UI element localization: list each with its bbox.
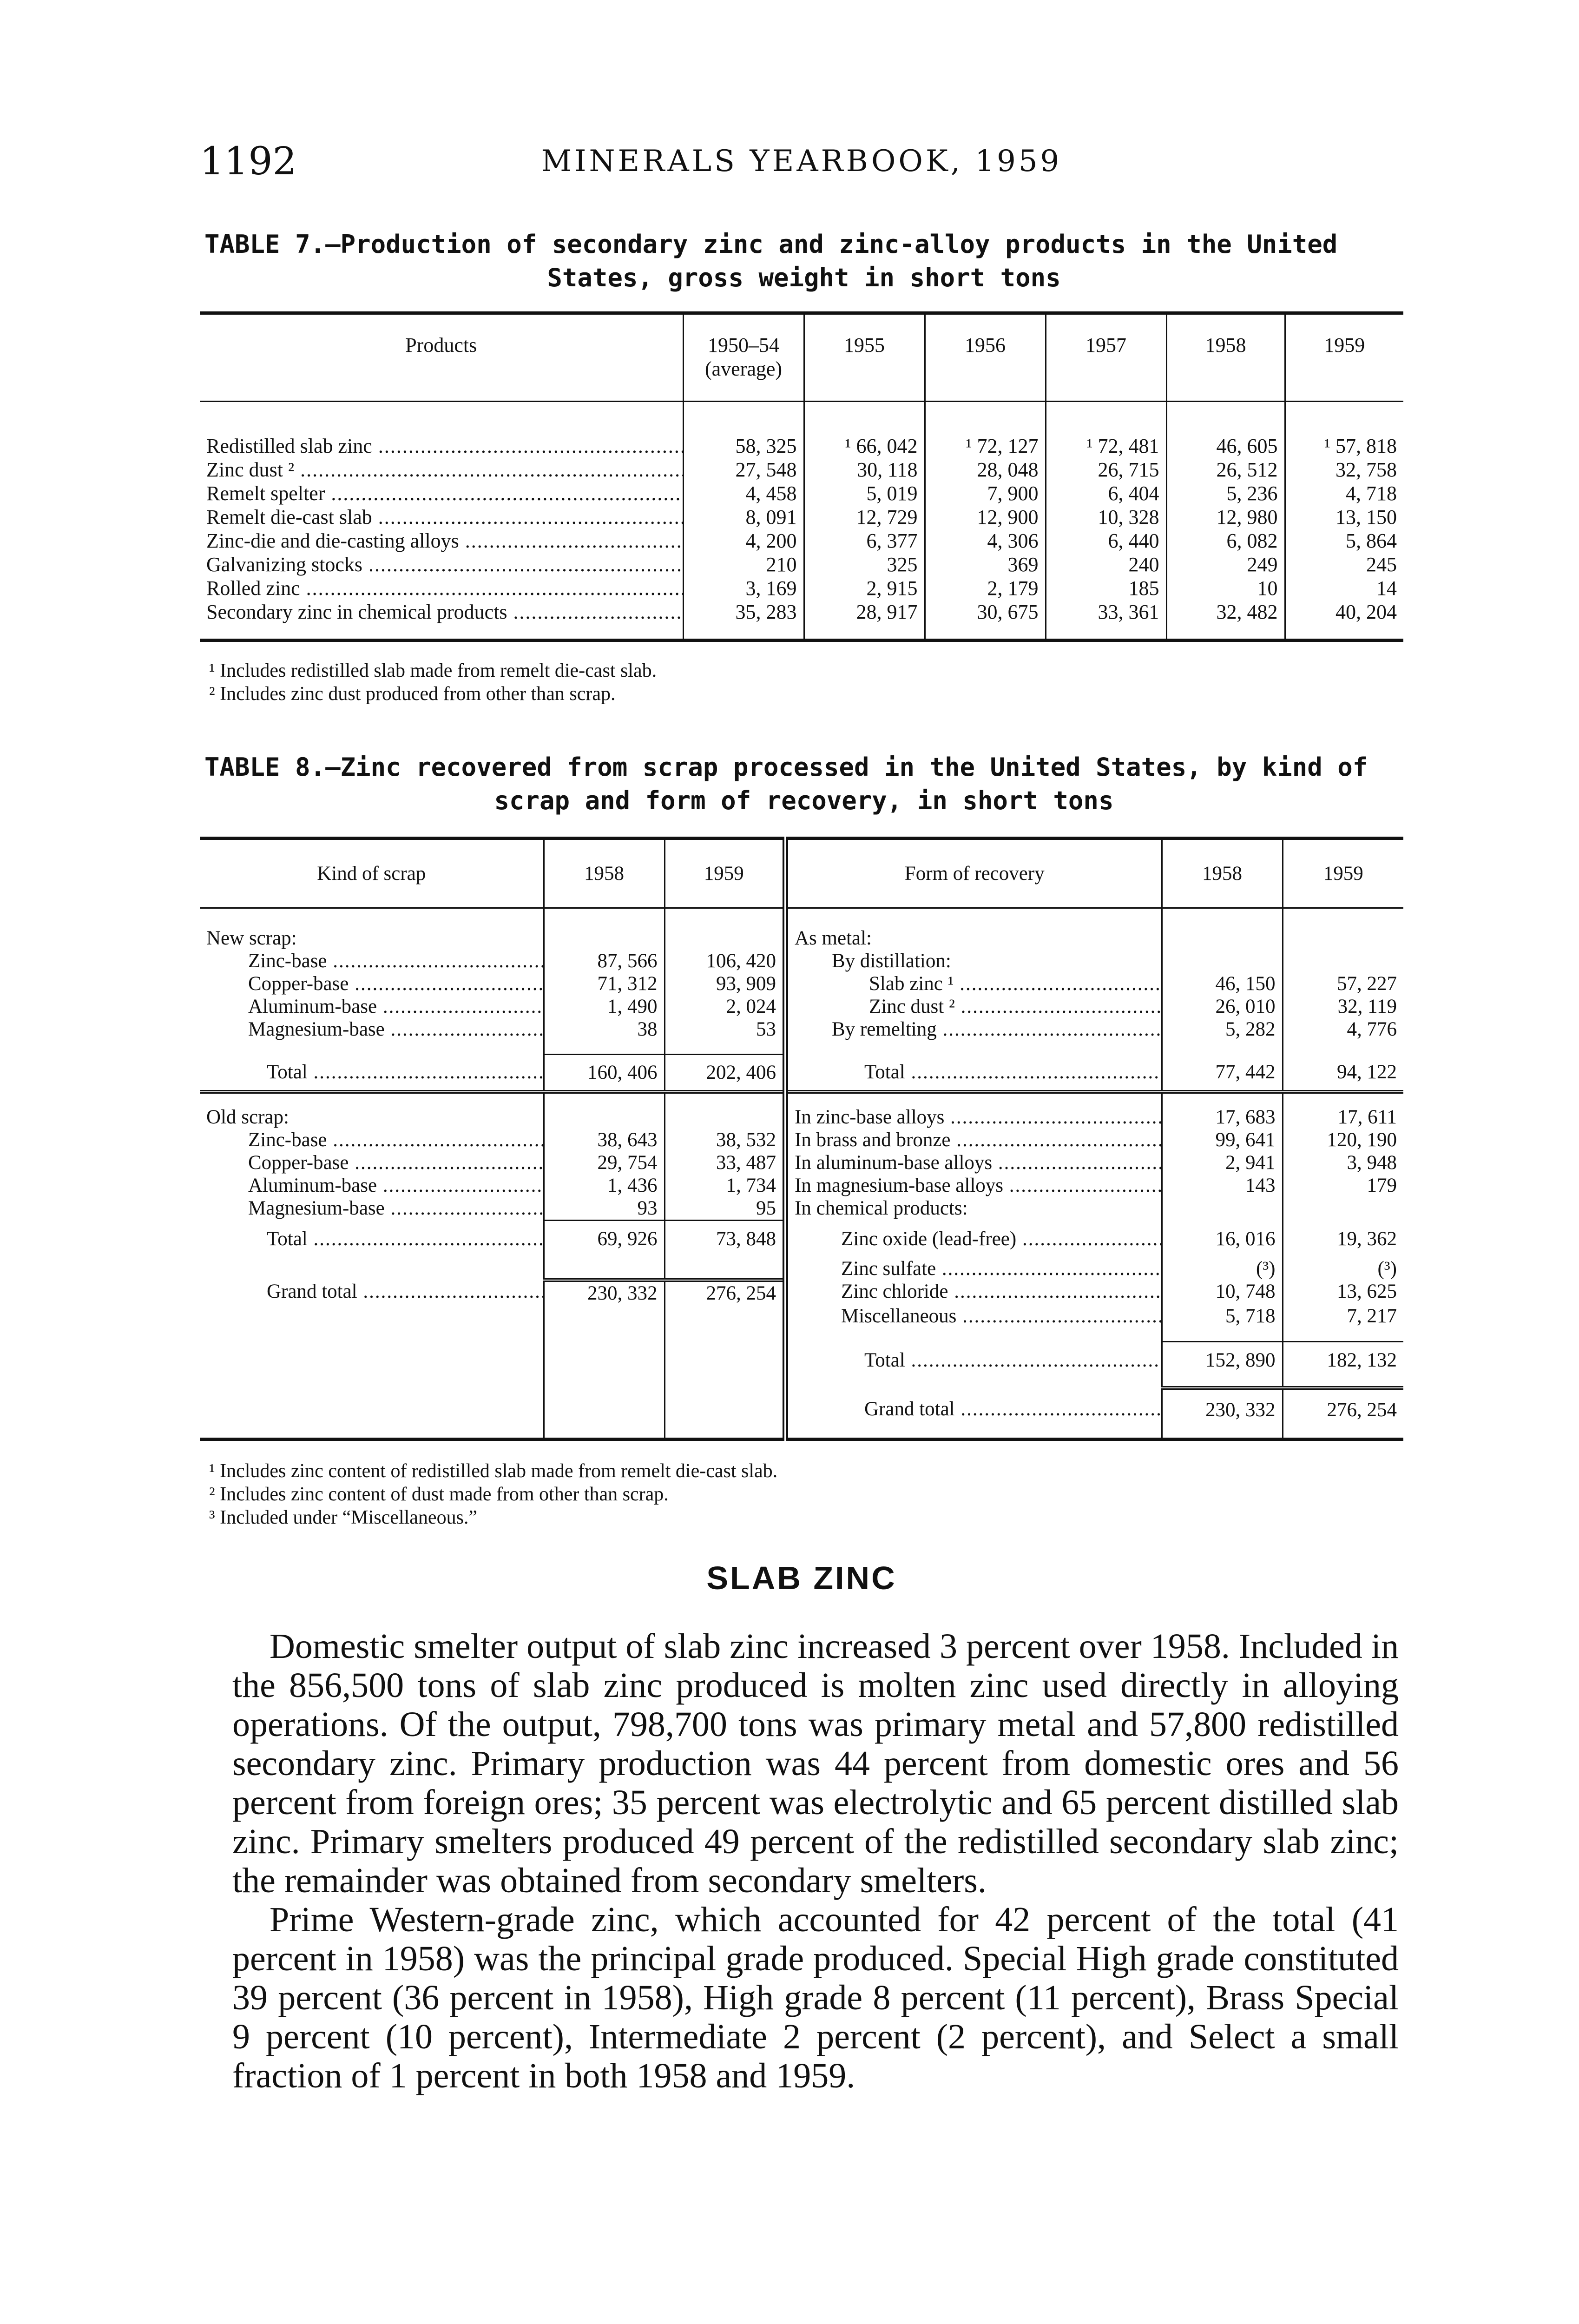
section-heading: SLAB ZINC (706, 1560, 897, 1596)
table8-right-label-text: By distillation: (832, 950, 951, 972)
table8-right-label (785, 1220, 1162, 1257)
table8-left-1958: 69, 926 (544, 1220, 664, 1257)
table7-row (200, 600, 1403, 624)
table7-cell: 2, 179 (925, 576, 1046, 600)
table8-wrapper (200, 837, 1403, 1441)
table8-right-label-text: Total (864, 1061, 905, 1083)
table7-cell: 8, 091 (683, 505, 804, 529)
table8-left-1959: 2, 024 (664, 995, 785, 1018)
table7-caption (204, 228, 1403, 295)
table7-row-label: Remelt die-cast slab ..... (200, 505, 683, 529)
table8-row (200, 995, 1403, 1018)
table8-right-label (785, 1388, 1162, 1430)
table8-right-1959: 4, 776 (1283, 1018, 1403, 1041)
table7-cell: 249 (1166, 553, 1285, 576)
table8-row (200, 1379, 1403, 1388)
table8-right-1958: 26, 010 (1162, 995, 1283, 1018)
table8-left-label (200, 1220, 544, 1257)
table8-right-1958: 5, 718 (1162, 1305, 1283, 1327)
table7-row-label: Remelt spelter ..... (200, 482, 683, 505)
table7-body (200, 434, 1403, 624)
table8-right-label (785, 1174, 1162, 1197)
table8-row (200, 972, 1403, 995)
table7-caption-line2: States, gross weight in short tons (547, 263, 1061, 292)
table8-right-1959: (³) (1283, 1257, 1403, 1280)
table8-right-label (785, 927, 1162, 950)
table7-cell: 32, 758 (1285, 458, 1403, 482)
table8-col-left-1958: 1958 (544, 838, 664, 908)
table8-right-1959: 17, 611 (1283, 1106, 1403, 1129)
table8-left-label-text: Copper-base (248, 1151, 349, 1174)
table8-right-1959: 120, 190 (1283, 1129, 1403, 1151)
table8-row (200, 1092, 1403, 1106)
table7-cell: 30, 118 (804, 458, 925, 482)
table7-col-average: 1950–54 (average) (683, 313, 804, 402)
table8-left-1959: 1, 734 (664, 1174, 785, 1197)
table7-cell: 5, 236 (1166, 482, 1285, 505)
table8-footnotes (209, 1459, 1371, 1529)
table8-left-1958: 230, 332 (544, 1280, 664, 1305)
table8-left-label-text: Grand total (267, 1281, 357, 1302)
table7-cell: 58, 325 (683, 434, 804, 458)
table8-left-1959: 73, 848 (664, 1220, 785, 1257)
table7-cell: 28, 917 (804, 600, 925, 624)
table7-cell: 46, 605 (1166, 434, 1285, 458)
table8-header-row (200, 838, 1403, 908)
table8-right-label-text: In brass and bronze (795, 1129, 951, 1151)
table8-right-label (785, 1018, 1162, 1041)
table7-col-1955: 1955 (804, 313, 925, 402)
table8-left-label (200, 1174, 544, 1197)
table8-left-1958: 160, 406 (544, 1055, 664, 1092)
table7-caption-line1: TABLE 7.—Production of secondary zinc and zinc-alloy products in the United (204, 230, 1338, 259)
table7-cell: ¹ 72, 481 (1046, 434, 1166, 458)
table7-row-label: Secondary zinc in chemical products ..... (200, 600, 683, 624)
table7-footnotes (209, 659, 1371, 706)
table8-row (200, 1305, 1403, 1327)
table7-row (200, 505, 1403, 529)
table8-left-label (200, 1280, 544, 1305)
table8-col-form: Form of recovery (785, 838, 1162, 908)
table8-footnote-2: ² Includes zinc content of dust made from other than scrap. (209, 1484, 669, 1505)
table8 (200, 837, 1403, 1441)
table7-row (200, 576, 1403, 600)
table8-right-1959: 179 (1283, 1174, 1403, 1197)
table7-col-1959: 1959 (1285, 313, 1403, 402)
table7-cell: 7, 900 (925, 482, 1046, 505)
table8-row (200, 1129, 1403, 1151)
table8-caption (204, 751, 1403, 818)
table7-cell: 28, 048 (925, 458, 1046, 482)
table7-footnote-2: ² Includes zinc dust produced from other than scrap. (209, 683, 616, 705)
table8-right-1959: 3, 948 (1283, 1151, 1403, 1174)
table8-right-label-text: In magnesium-base alloys (795, 1174, 1004, 1196)
table8-left-1958: 71, 312 (544, 972, 664, 995)
table8-right-1959: 7, 217 (1283, 1305, 1403, 1327)
table8-left-1958: 1, 436 (544, 1174, 664, 1197)
running-title: MINERALS YEARBOOK, 1959 (541, 144, 1062, 178)
table7-header-row (200, 313, 1403, 402)
table7-wrapper (200, 311, 1403, 642)
table8-right-label-text: Slab zinc ¹ (869, 972, 954, 995)
table8-right-label-text: By remelting (832, 1018, 937, 1040)
table7-cell: 325 (804, 553, 925, 576)
table7-cell: 10 (1166, 576, 1285, 600)
table8-right-1958: 17, 683 (1162, 1106, 1283, 1129)
table8-right-1958: 2, 941 (1162, 1151, 1283, 1174)
table7-row (200, 434, 1403, 458)
table8-right-1958: 152, 890 (1162, 1341, 1283, 1379)
table8-right-1959: 13, 625 (1283, 1280, 1403, 1305)
table7-cell: 35, 283 (683, 600, 804, 624)
table8-right-label (785, 1305, 1162, 1327)
table7-cell: 13, 150 (1285, 505, 1403, 529)
table7-cell: 26, 512 (1166, 458, 1285, 482)
table7-cell: 10, 328 (1046, 505, 1166, 529)
table8-left-1959: 106, 420 (664, 950, 785, 972)
table7 (200, 311, 1403, 642)
table8-right-1959: 276, 254 (1283, 1388, 1403, 1430)
table8-col-right-1958: 1958 (1162, 838, 1283, 908)
table8-right-1958: 10, 748 (1162, 1280, 1283, 1305)
table8-left-1959: 93, 909 (664, 972, 785, 995)
table8-right-label (785, 950, 1162, 972)
table7-cell: 245 (1285, 553, 1403, 576)
table7-cell: 185 (1046, 576, 1166, 600)
table8-row (200, 1197, 1403, 1221)
table7-cell: 6, 440 (1046, 529, 1166, 553)
table7-cell: 33, 361 (1046, 600, 1166, 624)
table8-left-1959: 33, 487 (664, 1151, 785, 1174)
table7-row (200, 482, 1403, 505)
table8-right-label-text: Grand total (864, 1398, 955, 1420)
table8-right-1958: 5, 282 (1162, 1018, 1283, 1041)
table8-right-1959: 94, 122 (1283, 1055, 1403, 1092)
table8-right-1959: 57, 227 (1283, 972, 1403, 995)
table8-right-label-text: Zinc sulfate (841, 1258, 936, 1280)
table8-left-1959: 95 (664, 1197, 785, 1221)
table7-cell: 3, 169 (683, 576, 804, 600)
table8-left-label (200, 972, 544, 995)
table8-right-label-text: In zinc-base alloys (795, 1106, 945, 1128)
table8-footnote-3: ³ Included under “Miscellaneous.” (209, 1507, 478, 1528)
table7-cell: 40, 204 (1285, 600, 1403, 624)
table8-right-label-text: In aluminum-base alloys (795, 1151, 993, 1174)
table7-cell: 6, 082 (1166, 529, 1285, 553)
table7-cell: 32, 482 (1166, 600, 1285, 624)
table8-right-label (785, 1055, 1162, 1092)
table8-left-label-text: Aluminum-base (248, 1174, 377, 1196)
table8-left-1959: 202, 406 (664, 1055, 785, 1092)
table7-row (200, 553, 1403, 576)
table8-right-1958: 16, 016 (1162, 1220, 1283, 1257)
table7-row-label: Galvanizing stocks ..... (200, 553, 683, 576)
table8-right-1959: 182, 132 (1283, 1341, 1403, 1379)
table8-right-label (785, 1257, 1162, 1280)
table8-right-label (785, 995, 1162, 1018)
table8-row (200, 908, 1403, 927)
table8-row (200, 927, 1403, 950)
table8-right-1959: 19, 362 (1283, 1220, 1403, 1257)
table8-right-label (785, 972, 1162, 995)
table8-left-label-text: New scrap: (206, 927, 297, 949)
table8-row (200, 1327, 1403, 1341)
table8-row (200, 1280, 1403, 1305)
table8-left-label-text: Zinc-base (248, 950, 327, 972)
table8-left-label (200, 995, 544, 1018)
table8-col-kind: Kind of scrap (200, 838, 544, 908)
table7-cell: 5, 019 (804, 482, 925, 505)
table8-left-1958: 1, 490 (544, 995, 664, 1018)
table8-left-label (200, 1197, 544, 1221)
table7-cell: 6, 377 (804, 529, 925, 553)
table7-cell: 4, 306 (925, 529, 1046, 553)
table8-right-1958: 77, 442 (1162, 1055, 1283, 1092)
table8-left-label-text: Total (267, 1228, 308, 1250)
table8-left-label (200, 927, 544, 950)
table8-right-label (785, 1280, 1162, 1305)
table8-col-right-1959: 1959 (1283, 838, 1403, 908)
table7-col-1957: 1957 (1046, 313, 1166, 402)
table8-right-label-text: Zinc oxide (lead-free) (841, 1228, 1017, 1250)
table7-col-1958: 1958 (1166, 313, 1285, 402)
paragraph-1: Domestic smelter output of slab zinc increased 3 percent over 1958. Included in the 856,500 tons of slab zinc produced is molten zinc used directly in alloying operations. Of the output, 798,700 tons was primary metal and 57,800 redistilled secondary zinc. Primary production was 44 percent from domestic ores and 56 percent from foreign ores; 35 percent was electrolytic and 65 percent distilled slab zinc. Primary smelters produced 49 percent of the redistilled secondary slab zinc; the remainder was obtained from secondary smelters. (232, 1627, 1399, 1900)
table8-left-1958: 29, 754 (544, 1151, 664, 1174)
table7-cell: 4, 718 (1285, 482, 1403, 505)
table8-left-1958: 38 (544, 1018, 664, 1041)
table8-right-1959: 32, 119 (1283, 995, 1403, 1018)
table8-right-label-text: Zinc dust ² (869, 995, 955, 1017)
table8-right-label (785, 1106, 1162, 1129)
table7-cell: 14 (1285, 576, 1403, 600)
table7-cell: 12, 980 (1166, 505, 1285, 529)
table8-row (200, 1106, 1403, 1129)
table7-cell: 6, 404 (1046, 482, 1166, 505)
table8-row (200, 1220, 1403, 1257)
table7-col-1956: 1956 (925, 313, 1046, 402)
table7-cell: 4, 200 (683, 529, 804, 553)
table8-left-1959: 276, 254 (664, 1280, 785, 1305)
table8-left-1958: 87, 566 (544, 950, 664, 972)
table8-col-left-1959: 1959 (664, 838, 785, 908)
table7-cell: 30, 675 (925, 600, 1046, 624)
table8-row (200, 1388, 1403, 1430)
table7-row-label: Zinc-die and die-casting alloys ..... (200, 529, 683, 553)
table7-cell: 369 (925, 553, 1046, 576)
table8-left-1959: 53 (664, 1018, 785, 1041)
table8-row (200, 1151, 1403, 1174)
table7-cell: 240 (1046, 553, 1166, 576)
table8-row (200, 1041, 1403, 1055)
table8-left-label-text: Zinc-base (248, 1129, 327, 1151)
page-number: 1192 (200, 139, 297, 184)
table8-left-1958: 93 (544, 1197, 664, 1221)
table8-right-1958: 143 (1162, 1174, 1283, 1197)
table7-row-label: Redistilled slab zinc ..... (200, 434, 683, 458)
table8-right-1958: 46, 150 (1162, 972, 1283, 995)
table8-right-label-text: As metal: (795, 927, 872, 949)
table7-row (200, 529, 1403, 553)
table7-cell: 2, 915 (804, 576, 925, 600)
table8-right-1958: 99, 641 (1162, 1129, 1283, 1151)
table8-row (200, 950, 1403, 972)
table8-left-label (200, 950, 544, 972)
table7-col-products: Products (200, 313, 683, 402)
table8-caption-line1: TABLE 8.—Zinc recovered from scrap processed in the United States, by kind of (204, 753, 1368, 782)
table8-caption-line2: scrap and form of recovery, in short tons (494, 786, 1114, 815)
paragraph-2: Prime Western-grade zinc, which accounted for 42 percent of the total (41 percent in 1958) was the principal grade produced. Special High grade constituted 39 percent (36 percent in 1958), High grade 8 percent (11 percent), Brass Special 9 percent (10 percent), Intermediate 2 percent (2 percent), and Select a small fraction of 1 percent in both 1958 and 1959. (232, 1900, 1399, 2095)
table8-row (200, 1257, 1403, 1280)
table8-left-label-text: Aluminum-base (248, 995, 377, 1017)
table8-right-label (785, 1197, 1162, 1221)
table8-right-label-text: Miscellaneous (841, 1305, 957, 1327)
table8-left-label-text: Copper-base (248, 972, 349, 995)
table8-row (200, 1430, 1403, 1439)
table8-row (200, 1018, 1403, 1041)
table8-right-1958: (³) (1162, 1257, 1283, 1280)
table7-cell: 26, 715 (1046, 458, 1166, 482)
table7-row-label: Rolled zinc ..... (200, 576, 683, 600)
table8-left-label (200, 1055, 544, 1092)
table8-right-1958: 230, 332 (1162, 1388, 1283, 1430)
table8-left-label-text: Magnesium-base (248, 1018, 385, 1040)
table7-cell: ¹ 72, 127 (925, 434, 1046, 458)
table8-right-label-text: Zinc chloride (841, 1281, 948, 1302)
table8-left-1958: 38, 643 (544, 1129, 664, 1151)
table8-right-label (785, 1129, 1162, 1151)
table8-row (200, 1174, 1403, 1197)
table8-left-label-text: Magnesium-base (248, 1197, 385, 1219)
table8-right-label-text: Total (864, 1349, 905, 1371)
table8-left-label-text: Old scrap: (206, 1106, 289, 1128)
running-head (200, 139, 1403, 191)
table7-footnote-1: ¹ Includes redistilled slab made from remelt die-cast slab. (209, 660, 657, 681)
table7-cell: 12, 729 (804, 505, 925, 529)
table7-row-label: Zinc dust ² ..... (200, 458, 683, 482)
table8-left-label (200, 1106, 544, 1129)
table8-left-1959: 38, 532 (664, 1129, 785, 1151)
table8-right-label-text: In chemical products: (795, 1197, 968, 1219)
table7-row (200, 458, 1403, 482)
table8-right-label (785, 1341, 1162, 1379)
table8-left-label (200, 1129, 544, 1151)
table8-left-label (200, 1018, 544, 1041)
table7-cell: ¹ 57, 818 (1285, 434, 1403, 458)
table7-cell: 4, 458 (683, 482, 804, 505)
table8-footnote-1: ¹ Includes zinc content of redistilled slab made from remelt die-cast slab. (209, 1460, 778, 1482)
table8-left-label-text: Total (267, 1061, 308, 1083)
table8-right-label (785, 1151, 1162, 1174)
table8-body (200, 908, 1403, 1439)
table7-cell: 12, 900 (925, 505, 1046, 529)
table8-left-label (200, 1151, 544, 1174)
table7-cell: 210 (683, 553, 804, 576)
section-body (232, 1627, 1399, 2095)
table7-cell: 27, 548 (683, 458, 804, 482)
table8-row (200, 1341, 1403, 1379)
table8-row (200, 1055, 1403, 1092)
table7-cell: 5, 864 (1285, 529, 1403, 553)
table7-cell: ¹ 66, 042 (804, 434, 925, 458)
